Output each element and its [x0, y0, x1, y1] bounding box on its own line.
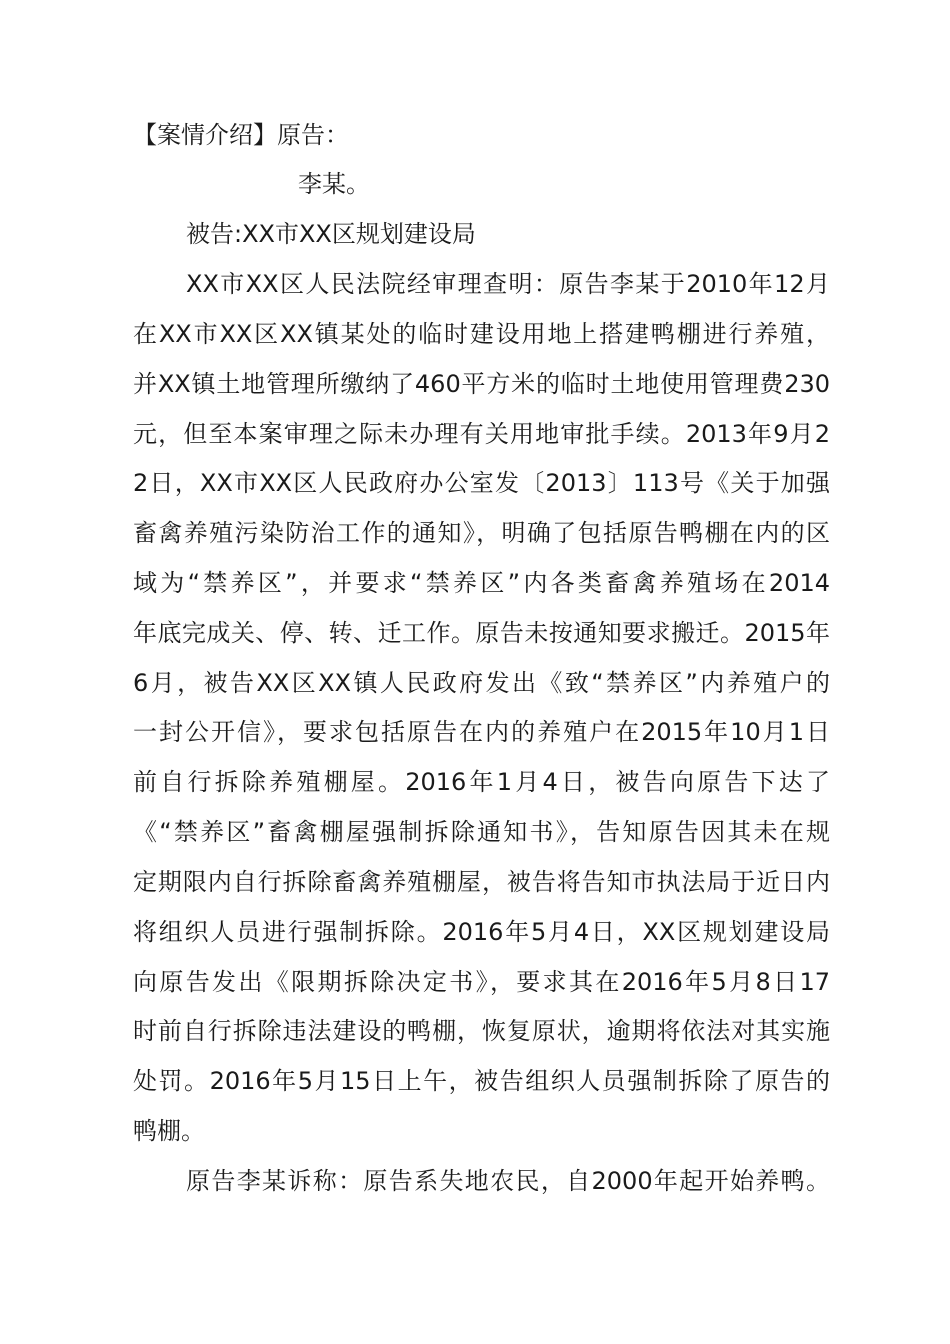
body-line: 处罚。2016年5月15日上午，被告组织人员强制拆除了原告的: [133, 1067, 830, 1095]
body-line: XX市XX区人民法院经审理查明：原告李某于2010年12月: [186, 270, 830, 298]
body-line: 时前自行拆除违法建设的鸭棚，恢复原状，逾期将依法对其实施: [133, 1017, 830, 1045]
body-line: 鸭棚。: [133, 1117, 205, 1145]
body-line: 域为“禁养区”，并要求“禁养区”内各类畜禽养殖场在2014: [133, 569, 830, 597]
body-line: 一封公开信》，要求包括原告在内的养殖户在2015年10月1日: [133, 718, 830, 746]
plaintiff-claim-line: 原告李某诉称：原告系失地农民，自2000年起开始养鸭。: [186, 1167, 830, 1195]
body-line: 将组织人员进行强制拆除。2016年5月4日，XX区规划建设局: [133, 918, 830, 946]
body-line: 畜禽养殖污染防治工作的通知》，明确了包括原告鸭棚在内的区: [133, 519, 830, 547]
body-line: 向原告发出《限期拆除决定书》，要求其在2016年5月8日17: [133, 968, 830, 996]
body-line: 元，但至本案审理之际未办理有关用地审批手续。2013年9月2: [133, 420, 830, 448]
body-line: 在XX市XX区XX镇某处的临时建设用地上搭建鸭棚进行养殖，: [133, 320, 830, 348]
plaintiff-name: 李某。: [298, 170, 370, 198]
case-intro-heading: 【案情介绍】原告：: [133, 121, 349, 149]
body-line: 《“禁养区”畜禽棚屋强制拆除通知书》，告知原告因其未在规: [133, 818, 830, 846]
body-line: 定期限内自行拆除畜禽养殖棚屋，被告将告知市执法局于近日内: [133, 868, 830, 896]
body-line: 年底完成关、停、转、迁工作。原告未按通知要求搬迁。2015年: [133, 619, 830, 647]
body-line: 6月，被告XX区XX镇人民政府发出《致“禁养区”内养殖户的: [133, 669, 830, 697]
body-line: 前自行拆除养殖棚屋。2016年1月4日，被告向原告下达了: [133, 768, 830, 796]
body-line: 2日，XX市XX区人民政府办公室发〔2013〕113号《关于加强: [133, 469, 830, 497]
defendant-line: 被告:XX市XX区规划建设局: [186, 220, 476, 248]
body-line: 并XX镇土地管理所缴纳了460平方米的临时土地使用管理费230: [133, 370, 830, 398]
